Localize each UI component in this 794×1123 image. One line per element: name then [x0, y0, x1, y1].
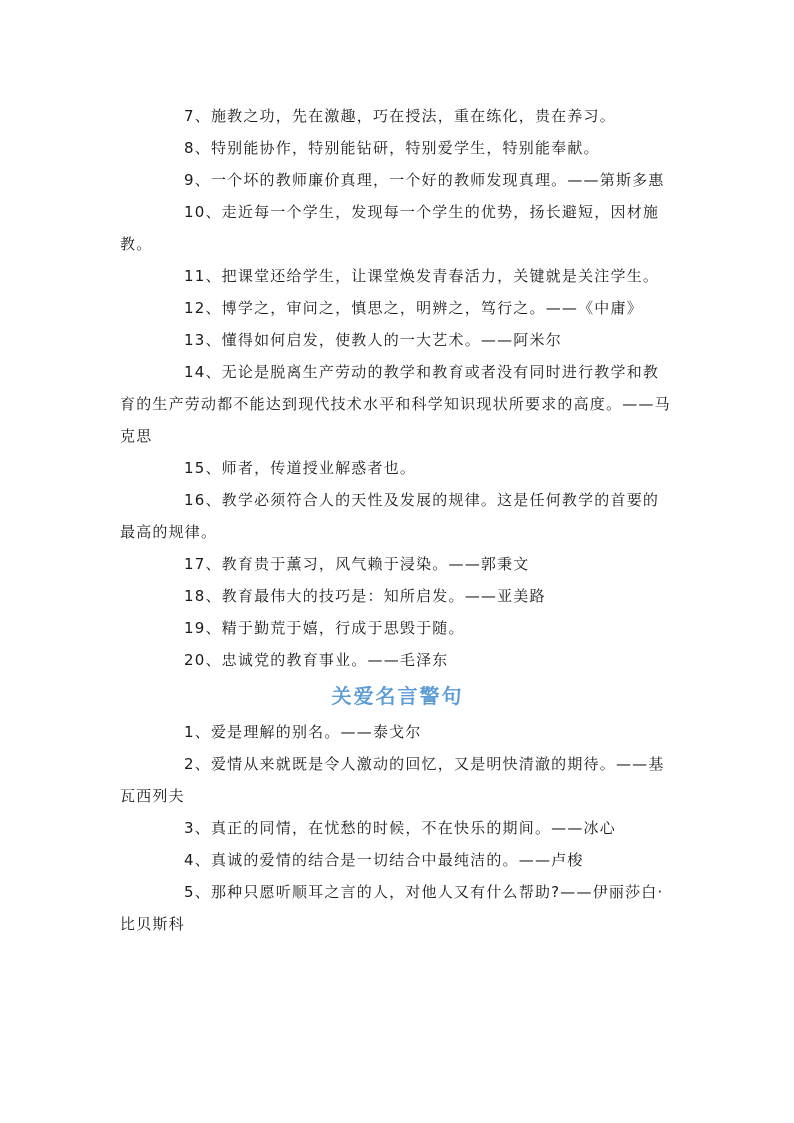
quote-item: 3、真正的同情，在忧愁的时候，不在快乐的期间。——冰心: [184, 819, 616, 837]
quote-item: 16、教学必须符合人的天性及发展的规律。这是任何教学的首要的最高的规律。: [120, 491, 660, 541]
section-heading: 关爱名言警句: [331, 684, 464, 708]
quote-item: 8、特别能协作，特别能钻研，特别爱学生，特别能奉献。: [184, 139, 600, 157]
quote-item: 13、懂得如何启发，使教人的一大艺术。——阿米尔: [184, 331, 562, 349]
document-body: [120, 100, 675, 940]
quote-item: 2、爱情从来就既是令人激动的回忆，又是明快清澈的期待。——基瓦西列夫: [120, 755, 665, 805]
quote-item: 4、真诚的爱情的结合是一切结合中最纯洁的。——卢梭: [184, 851, 584, 869]
quote-item: 12、博学之，审问之，慎思之，明辨之，笃行之。——《中庸》: [184, 299, 643, 317]
quote-item: 11、把课堂还给学生，让课堂焕发青春活力，关键就是关注学生。: [184, 267, 660, 285]
quote-item: 14、无论是脱离生产劳动的教学和教育或者没有同时进行教学和教育的生产劳动都不能达到现代技术水平和科学知识现状所要求的高度。——马克思: [120, 363, 671, 445]
quote-item: 20、忠诚党的教育事业。——毛泽东: [184, 651, 449, 669]
love-quotes-section: [120, 716, 675, 940]
quote-item: 9、一个坏的教师廉价真理，一个好的教师发现真理。——第斯多惠: [184, 171, 665, 189]
quote-item: 18、教育最伟大的技巧是：知所启发。——亚美路: [184, 587, 546, 605]
quote-item: 5、那种只愿听顺耳之言的人，对他人又有什么帮助?——伊丽莎白·比贝斯科: [120, 883, 664, 933]
teacher-quotes-section: [120, 100, 675, 676]
quote-item: 15、师者，传道授业解惑者也。: [184, 459, 417, 477]
quote-item: 10、走近每一个学生，发现每一个学生的优势，扬长避短，因材施教。: [120, 203, 660, 253]
quote-item: 7、施教之功，先在激趣，巧在授法，重在练化，贵在养习。: [184, 107, 616, 125]
quote-item: 19、精于勤荒于嬉，行成于思毁于随。: [184, 619, 465, 637]
quote-item: 17、教育贵于薰习，风气赖于浸染。——郭秉文: [184, 555, 530, 573]
quote-item: 1、爱是理解的别名。——泰戈尔: [184, 723, 422, 741]
